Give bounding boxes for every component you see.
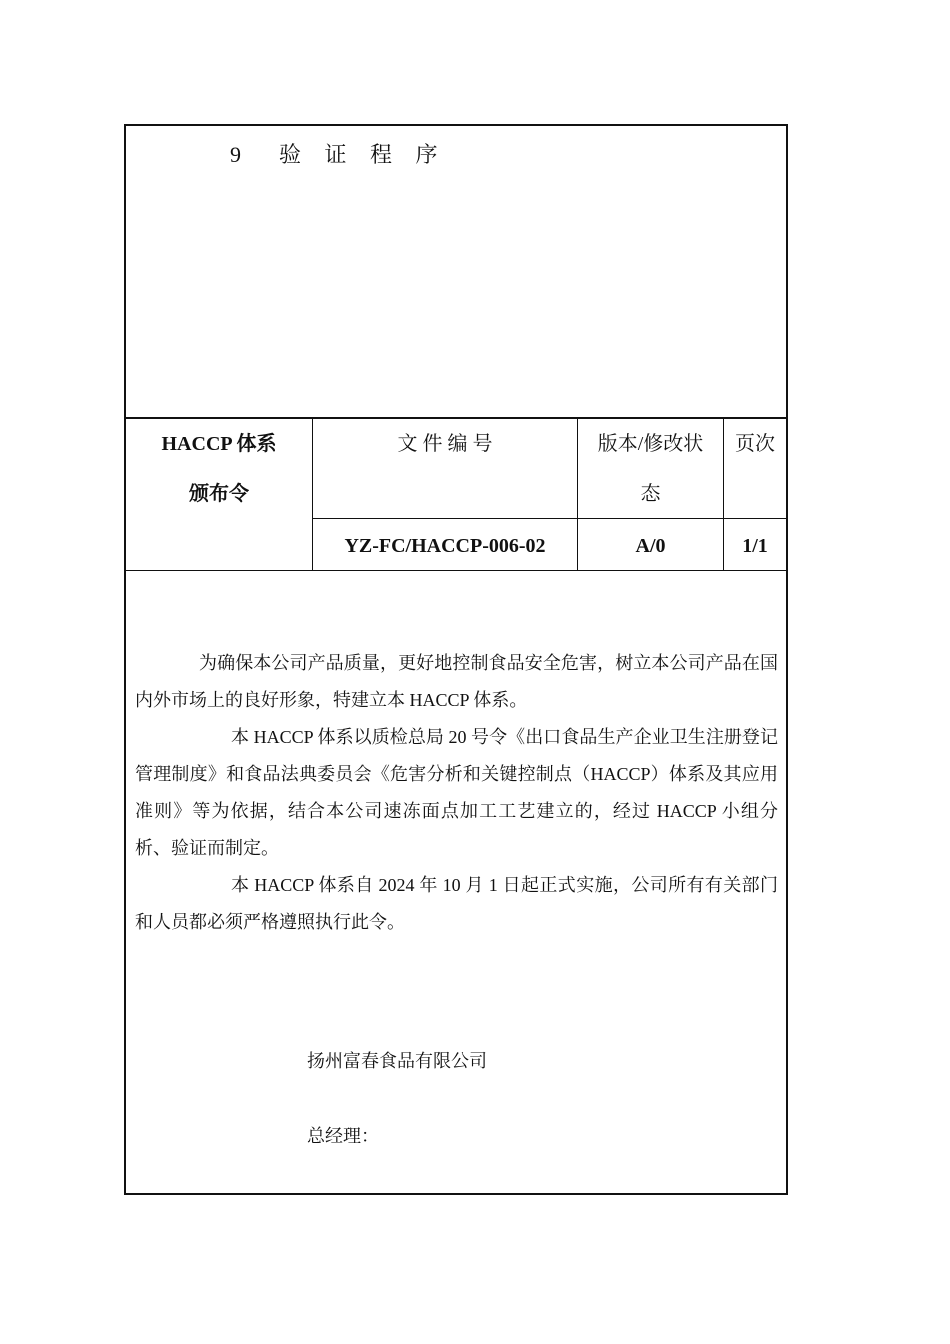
section-number: 9 (230, 142, 250, 167)
version-line-1: 版本/修改状 (597, 433, 704, 455)
title-line-2: 颁布令 (189, 483, 249, 505)
paragraph-2: 本 HACCP 体系以质检总局 20 号令《出口食品生产企业卫生注册登记管理制度》和食品法典委员会《危害分析和关键控制点（HACCP）体系及其应用准则》等为依据，结合本公司速冻面点加工工艺建立的，经过 HACCP 小组分析、验证而制定。 (135, 727, 778, 858)
section-title (230, 138, 447, 169)
header-page: 页次 (735, 433, 775, 455)
company-name: 扬州富春食品有限公司 (307, 1051, 487, 1071)
title-line-1: HACCP 体系 (161, 433, 277, 455)
header-version (578, 419, 723, 519)
section-name: 验 证 程 序 (279, 142, 447, 167)
section-area (126, 126, 786, 417)
decree-body (135, 645, 778, 941)
paragraph-1: 为确保本公司产品质量，更好地控制食品安全危害，树立本公司产品在国内外市场上的良好形象，特建立本 HACCP 体系。 (135, 653, 778, 710)
page-value: 1/1 (742, 535, 768, 557)
version-value: A/0 (635, 535, 666, 557)
document-type-title (126, 419, 312, 519)
manager-label: 总经理： (307, 1126, 379, 1146)
paragraph-3: 本 HACCP 体系自 2024 年 10 月 1 日起正式实施，公司所有有关部门和人员都必须严格遵照执行此令。 (135, 875, 778, 932)
document-frame (124, 124, 788, 1195)
header-doc-no: 文 件 编 号 (397, 433, 493, 455)
version-line-2: 态 (640, 483, 661, 505)
doc-no-value: YZ-FC/HACCP-006-02 (344, 535, 546, 557)
